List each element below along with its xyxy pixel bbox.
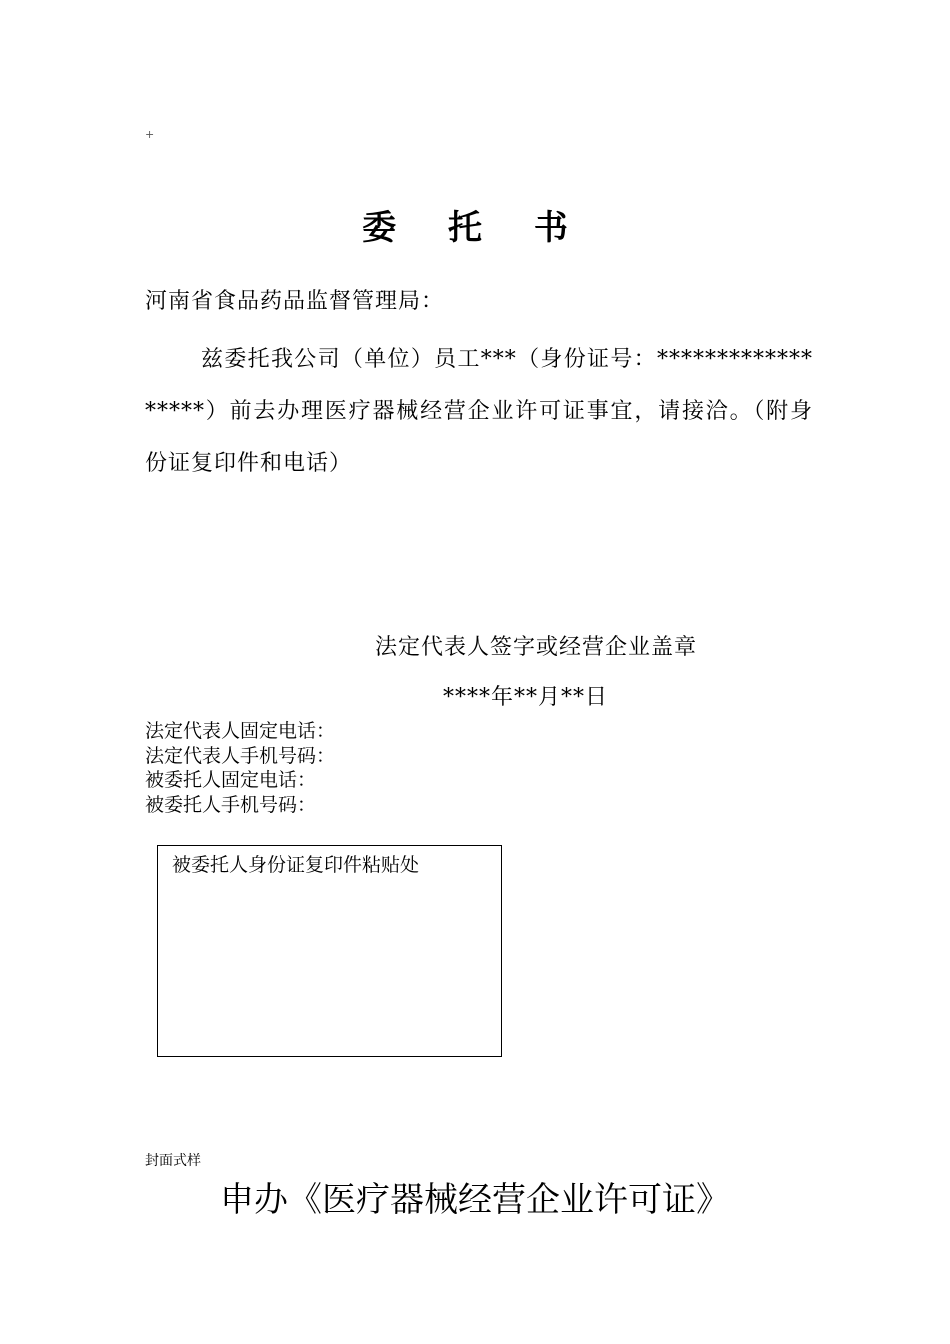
cover-title: 申办《医疗器械经营企业许可证》 [220, 1180, 730, 1220]
contact-list [145, 719, 335, 817]
signature-line: 法定代表人签字或经营企业盖章 [375, 635, 698, 660]
contact-legal-rep-landline: 法定代表人固定电话： [145, 720, 336, 742]
body-paragraph: 兹委托我公司（单位）员工***（身份证号：******************）前去办理医疗器械经营企业许可证事宜，请接洽。（附身份证复印件和电话） [145, 347, 813, 476]
addressee: 河南省食品药品监督管理局： [145, 289, 445, 314]
page-marker: + [145, 128, 155, 141]
id-copy-paste-box [157, 845, 502, 1057]
id-box-label: 被委托人身份证复印件粘贴处 [172, 854, 420, 876]
contact-agent-mobile: 被委托人手机号码： [145, 793, 317, 816]
cover-sample-label: 封面式样 [145, 1153, 201, 1169]
document-title: 委 托 书 [362, 208, 588, 248]
date-line: ****年**月**日 [443, 685, 609, 710]
contact-agent-landline: 被委托人固定电话： [145, 769, 317, 791]
contact-legal-rep-mobile: 法定代表人手机号码： [145, 744, 336, 767]
